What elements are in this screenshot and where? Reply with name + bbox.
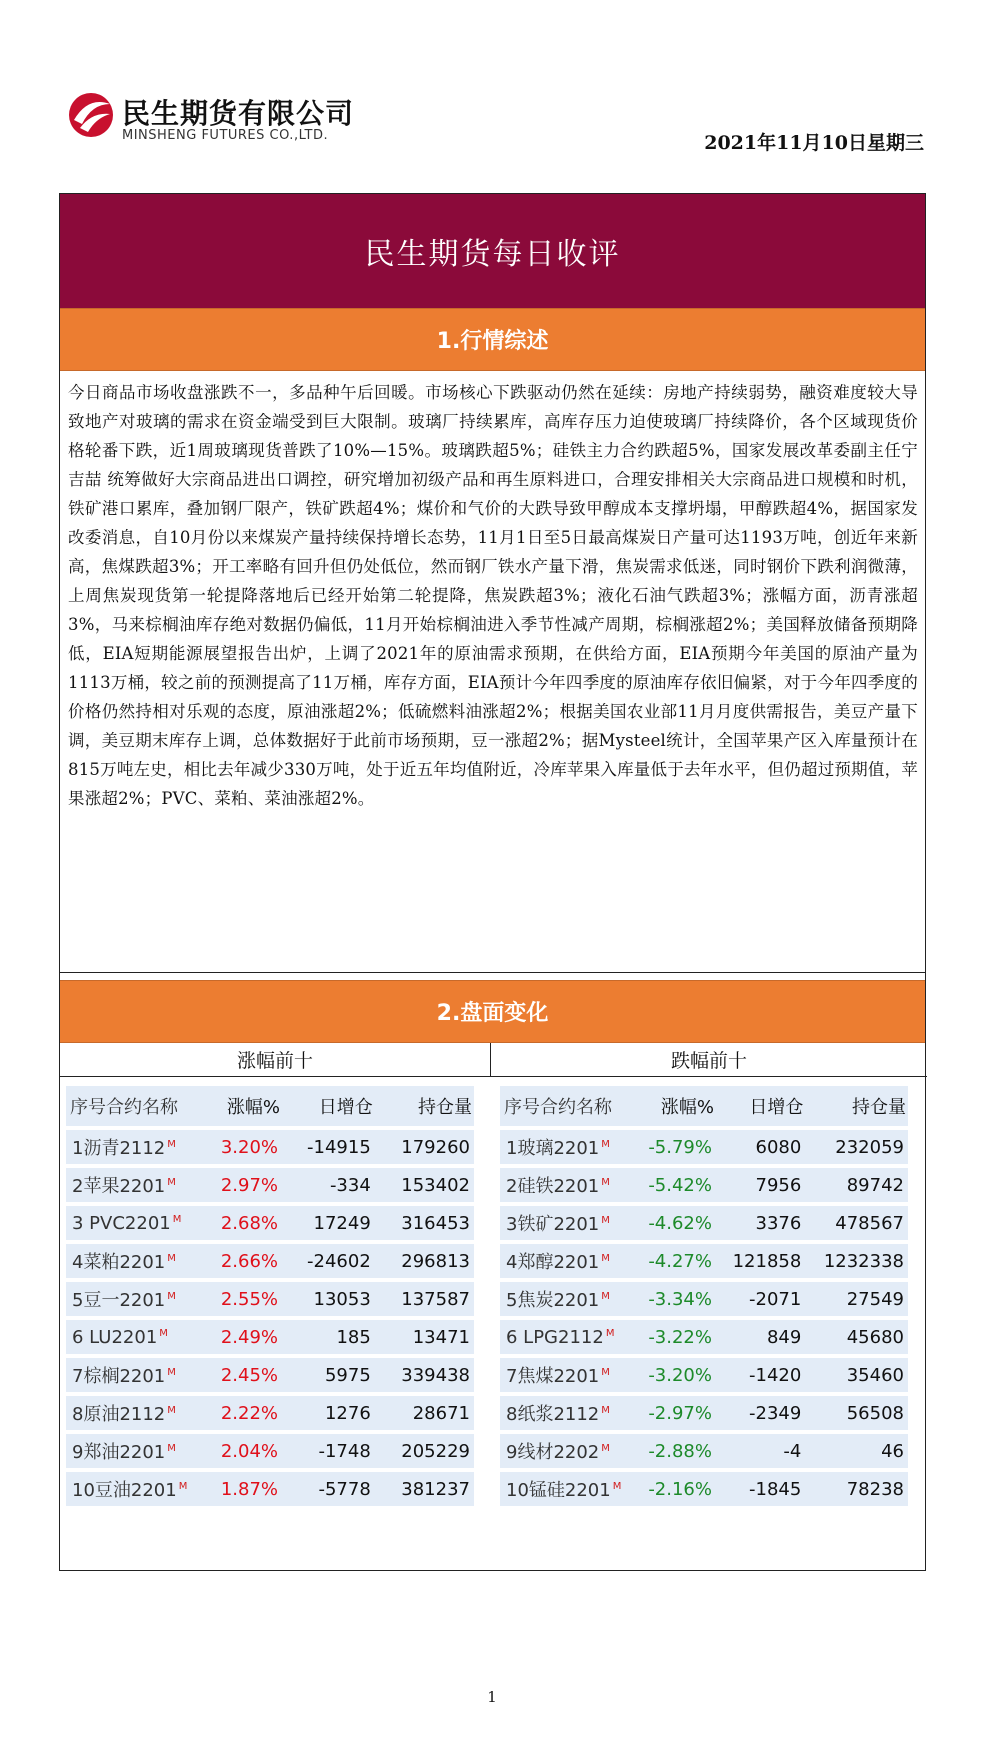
contract-name-cell bbox=[500, 1432, 640, 1470]
page-number: 1 bbox=[487, 1688, 497, 1706]
contract-name-cell bbox=[500, 1356, 640, 1394]
contract-name: 5焦炭2201 bbox=[506, 1290, 600, 1311]
change-cell: -2071 bbox=[716, 1280, 805, 1318]
table-row bbox=[500, 1356, 908, 1394]
table-row bbox=[66, 1242, 474, 1280]
oi-cell: 339438 bbox=[375, 1356, 474, 1394]
change-cell: 7956 bbox=[716, 1166, 805, 1204]
contract-name: 6 LU2201 bbox=[72, 1326, 158, 1348]
oi-cell: 56508 bbox=[805, 1394, 908, 1432]
pct-cell: 2.04% bbox=[206, 1432, 282, 1470]
change-cell: 5975 bbox=[282, 1356, 375, 1394]
pct-cell: 2.45% bbox=[206, 1356, 282, 1394]
change-cell: 3376 bbox=[716, 1204, 805, 1242]
main-contract-marker: M bbox=[167, 1177, 176, 1188]
oi-cell: 35460 bbox=[805, 1356, 908, 1394]
table-header-row bbox=[66, 1086, 474, 1128]
contract-name-cell bbox=[66, 1356, 206, 1394]
minsheng-logo-icon bbox=[66, 90, 116, 140]
contract-name: 2硅铁2201 bbox=[506, 1176, 600, 1197]
report-frame bbox=[59, 193, 926, 1571]
contract-name: 3铁矿2201 bbox=[506, 1214, 600, 1235]
section-board-changes-title: 2.盘面变化 bbox=[60, 980, 925, 1043]
oi-cell: 316453 bbox=[375, 1204, 474, 1242]
pct-cell: -3.20% bbox=[640, 1356, 716, 1394]
contract-name: 1沥青2112 bbox=[72, 1138, 166, 1159]
table-row bbox=[66, 1318, 474, 1356]
main-contract-marker: M bbox=[167, 1291, 176, 1302]
company-name-cn: 民生期货有限公司 bbox=[122, 97, 355, 130]
contract-name-cell bbox=[500, 1242, 640, 1280]
main-contract-marker: M bbox=[605, 1327, 615, 1339]
change-cell: 17249 bbox=[282, 1204, 375, 1242]
main-contract-marker: M bbox=[601, 1215, 610, 1226]
contract-name: 4菜粕2201 bbox=[72, 1252, 166, 1273]
oi-cell: 153402 bbox=[375, 1166, 474, 1204]
change-cell: -5778 bbox=[282, 1470, 375, 1508]
col-pct-header: 涨幅% bbox=[206, 1086, 282, 1128]
oi-cell: 179260 bbox=[375, 1128, 474, 1166]
report-title: 民生期货每日收评 bbox=[60, 194, 925, 308]
change-cell: 1276 bbox=[282, 1394, 375, 1432]
main-contract-marker: M bbox=[159, 1327, 168, 1339]
pct-cell: -2.88% bbox=[640, 1432, 716, 1470]
change-cell: -1420 bbox=[716, 1356, 805, 1394]
table-header-row bbox=[500, 1086, 908, 1128]
table-row bbox=[500, 1280, 908, 1318]
oi-cell: 296813 bbox=[375, 1242, 474, 1280]
oi-cell: 381237 bbox=[375, 1470, 474, 1508]
gainers-title: 涨幅前十 bbox=[60, 1043, 490, 1077]
main-contract-marker: M bbox=[167, 1139, 176, 1150]
table-row bbox=[66, 1280, 474, 1318]
table-row bbox=[66, 1432, 474, 1470]
pct-cell: 2.22% bbox=[206, 1394, 282, 1432]
col-oi-header: 持仓量 bbox=[375, 1086, 474, 1128]
contract-name: 2苹果2201 bbox=[72, 1176, 166, 1197]
col-change-header: 日增仓 bbox=[282, 1086, 375, 1128]
contract-name-cell bbox=[500, 1470, 640, 1508]
oi-cell: 1232338 bbox=[805, 1242, 908, 1280]
report-date: 2021年11月10日星期三 bbox=[704, 132, 924, 154]
contract-name: 5豆一2201 bbox=[72, 1290, 166, 1311]
contract-name: 10锰硅2201 bbox=[506, 1480, 611, 1501]
contract-name-cell bbox=[66, 1318, 206, 1356]
pct-cell: -3.22% bbox=[640, 1318, 716, 1356]
table-row bbox=[500, 1470, 908, 1508]
table-row bbox=[500, 1204, 908, 1242]
change-cell: -1748 bbox=[282, 1432, 375, 1470]
contract-name: 9线材2202 bbox=[506, 1442, 600, 1463]
oi-cell: 89742 bbox=[805, 1166, 908, 1204]
change-cell: 13053 bbox=[282, 1280, 375, 1318]
oi-cell: 78238 bbox=[805, 1470, 908, 1508]
contract-name-cell bbox=[66, 1204, 206, 1242]
contract-name-cell bbox=[500, 1280, 640, 1318]
contract-name-cell bbox=[66, 1394, 206, 1432]
contract-name: 9郑油2201 bbox=[72, 1442, 166, 1463]
table-row bbox=[500, 1432, 908, 1470]
change-cell: -24602 bbox=[282, 1242, 375, 1280]
table-row bbox=[66, 1128, 474, 1166]
main-contract-marker: M bbox=[601, 1139, 610, 1150]
table-row bbox=[66, 1204, 474, 1242]
table-row bbox=[66, 1470, 474, 1508]
contract-name: 1玻璃2201 bbox=[506, 1138, 600, 1159]
table-row bbox=[500, 1128, 908, 1166]
oi-cell: 13471 bbox=[375, 1318, 474, 1356]
contract-name-cell bbox=[500, 1394, 640, 1432]
change-cell: -2349 bbox=[716, 1394, 805, 1432]
pct-cell: 2.66% bbox=[206, 1242, 282, 1280]
main-contract-marker: M bbox=[601, 1291, 610, 1302]
change-cell: -1845 bbox=[716, 1470, 805, 1508]
section-divider bbox=[60, 972, 925, 973]
pct-cell: -4.62% bbox=[640, 1204, 716, 1242]
company-name-en: MINSHENG FUTURES CO.,LTD. bbox=[122, 128, 329, 143]
main-contract-marker: M bbox=[172, 1213, 182, 1225]
pct-cell: 2.97% bbox=[206, 1166, 282, 1204]
main-contract-marker: M bbox=[167, 1367, 176, 1378]
pct-cell: -4.27% bbox=[640, 1242, 716, 1280]
table-row bbox=[66, 1356, 474, 1394]
contract-name: 8原油2112 bbox=[72, 1404, 166, 1425]
oi-cell: 205229 bbox=[375, 1432, 474, 1470]
change-cell: -14915 bbox=[282, 1128, 375, 1166]
oi-cell: 137587 bbox=[375, 1280, 474, 1318]
main-contract-marker: M bbox=[601, 1177, 610, 1188]
contract-name-cell bbox=[500, 1128, 640, 1166]
main-contract-marker: M bbox=[601, 1405, 610, 1416]
change-cell: -4 bbox=[716, 1432, 805, 1470]
contract-name: 7棕榈2201 bbox=[72, 1366, 166, 1387]
contract-name-cell bbox=[66, 1242, 206, 1280]
col-change-header: 日增仓 bbox=[716, 1086, 805, 1128]
contract-name: 3 PVC2201 bbox=[72, 1212, 171, 1234]
col-name-header: 序号合约名称 bbox=[66, 1086, 206, 1128]
main-contract-marker: M bbox=[167, 1405, 176, 1416]
contract-name-cell bbox=[500, 1166, 640, 1204]
company-logo bbox=[66, 90, 366, 150]
table-row bbox=[66, 1166, 474, 1204]
contract-name: 10豆油2201 bbox=[72, 1480, 177, 1501]
losers-table bbox=[500, 1086, 908, 1510]
contract-name-cell bbox=[66, 1166, 206, 1204]
pct-cell: 2.55% bbox=[206, 1280, 282, 1318]
change-cell: 121858 bbox=[716, 1242, 805, 1280]
gainers-table bbox=[66, 1086, 474, 1510]
oi-cell: 27549 bbox=[805, 1280, 908, 1318]
pct-cell: 2.68% bbox=[206, 1204, 282, 1242]
main-contract-marker: M bbox=[601, 1253, 610, 1264]
change-cell: 6080 bbox=[716, 1128, 805, 1166]
oi-cell: 28671 bbox=[375, 1394, 474, 1432]
contract-name-cell bbox=[500, 1318, 640, 1356]
pct-cell: 3.20% bbox=[206, 1128, 282, 1166]
contract-name-cell bbox=[66, 1470, 206, 1508]
table-row bbox=[500, 1394, 908, 1432]
oi-cell: 45680 bbox=[805, 1318, 908, 1356]
contract-name-cell bbox=[66, 1432, 206, 1470]
pct-cell: -2.97% bbox=[640, 1394, 716, 1432]
change-cell: 849 bbox=[716, 1318, 805, 1356]
oi-cell: 46 bbox=[805, 1432, 908, 1470]
col-name-header: 序号合约名称 bbox=[500, 1086, 640, 1128]
main-contract-marker: M bbox=[178, 1481, 188, 1492]
contract-name: 8纸浆2112 bbox=[506, 1404, 600, 1425]
contract-name-cell bbox=[66, 1128, 206, 1166]
table-row bbox=[500, 1242, 908, 1280]
table-row bbox=[500, 1318, 908, 1356]
change-cell: -334 bbox=[282, 1166, 375, 1204]
pct-cell: -5.42% bbox=[640, 1166, 716, 1204]
pct-cell: -5.79% bbox=[640, 1128, 716, 1166]
contract-name: 4郑醇2201 bbox=[506, 1252, 600, 1273]
contract-name-cell bbox=[66, 1280, 206, 1318]
pct-cell: -3.34% bbox=[640, 1280, 716, 1318]
section-market-overview-title: 1.行情综述 bbox=[60, 308, 925, 371]
contract-name: 6 LPG2112 bbox=[506, 1326, 604, 1348]
col-pct-header: 涨幅% bbox=[640, 1086, 716, 1128]
oi-cell: 232059 bbox=[805, 1128, 908, 1166]
losers-title: 跌幅前十 bbox=[490, 1043, 927, 1077]
change-cell: 185 bbox=[282, 1318, 375, 1356]
col-oi-header: 持仓量 bbox=[805, 1086, 908, 1128]
main-contract-marker: M bbox=[167, 1443, 176, 1454]
contract-name-cell bbox=[500, 1204, 640, 1242]
main-contract-marker: M bbox=[167, 1253, 176, 1264]
main-contract-marker: M bbox=[601, 1443, 610, 1454]
table-row bbox=[66, 1394, 474, 1432]
contract-name: 7焦煤2201 bbox=[506, 1366, 600, 1387]
pct-cell: 2.49% bbox=[206, 1318, 282, 1356]
market-overview-text: 今日商品市场收盘涨跌不一，多品种午后回暖。市场核心下跌驱动仍然在延续：房地产持续弱势，融资难度较大导致地产对玻璃的需求在资金端受到巨大限制。玻璃厂持续累库，高库存压力迫使玻璃厂持续降价，各个区域现货价格轮番下跌，近1周玻璃现货普跌了10%—15%。玻璃跌超5%；硅铁主力合约跌超5%，国家发展改革委副主任宁吉喆 统筹做好大宗商品进出口调控，研究增加初级产品和再生原料进口，合理安排相关大宗商品进口规模和时机，铁矿港口累库，叠加钢厂限产，铁矿跌超4%；煤价和气价的大跌导致甲醇成本支撑坍塌，甲醇跌超4%，据国家发改委消息，自10月份以来煤炭产量持续保持增长态势，11月1日至5日最高煤炭日产量可达1193万吨，创近年来新高，焦煤跌超3%；开工率略有回升但仍处低位，然而钢厂铁水产量下滑，焦炭需求低迷，同时钢价下跌利润微薄，上周焦炭现货第一轮提降落地后已经开始第二轮提降，焦炭跌超3%；液化石油气跌超3%；涨幅方面，沥青涨超3%，马来棕榈油库存绝对数据仍偏低，11月开始棕榈油进入季节性减产周期，棕榈涨超2%；美国释放储备预期降低，EIA短期能源展望报告出炉，上调了2021年的原油需求预期，在供给方面，EIA预期今年美国的原油产量为1113万桶，较之前的预测提高了11万桶，库存方面，EIA预计今年四季度的原油库存依旧偏紧，对于今年四季度的价格仍然持相对乐观的态度，原油涨超2%；低硫燃料油涨超2%；根据美国农业部11月月度供需报告，美豆产量下调，美豆期末库存上调，总体数据好于此前市场预期，豆一涨超2%；据Mysteel统计，全国苹果产区入库量预计在815万吨左史，相比去年减少330万吨，处于近五年均值附近，冷库苹果入库量低于去年水平，但仍超过预期值，苹果涨超2%；PVC、菜粕、菜油涨超2%。 bbox=[68, 383, 918, 808]
pct-cell: -2.16% bbox=[640, 1470, 716, 1508]
table-row bbox=[500, 1166, 908, 1204]
main-contract-marker: M bbox=[601, 1367, 610, 1378]
main-contract-marker: M bbox=[612, 1481, 622, 1492]
pct-cell: 1.87% bbox=[206, 1470, 282, 1508]
oi-cell: 478567 bbox=[805, 1204, 908, 1242]
